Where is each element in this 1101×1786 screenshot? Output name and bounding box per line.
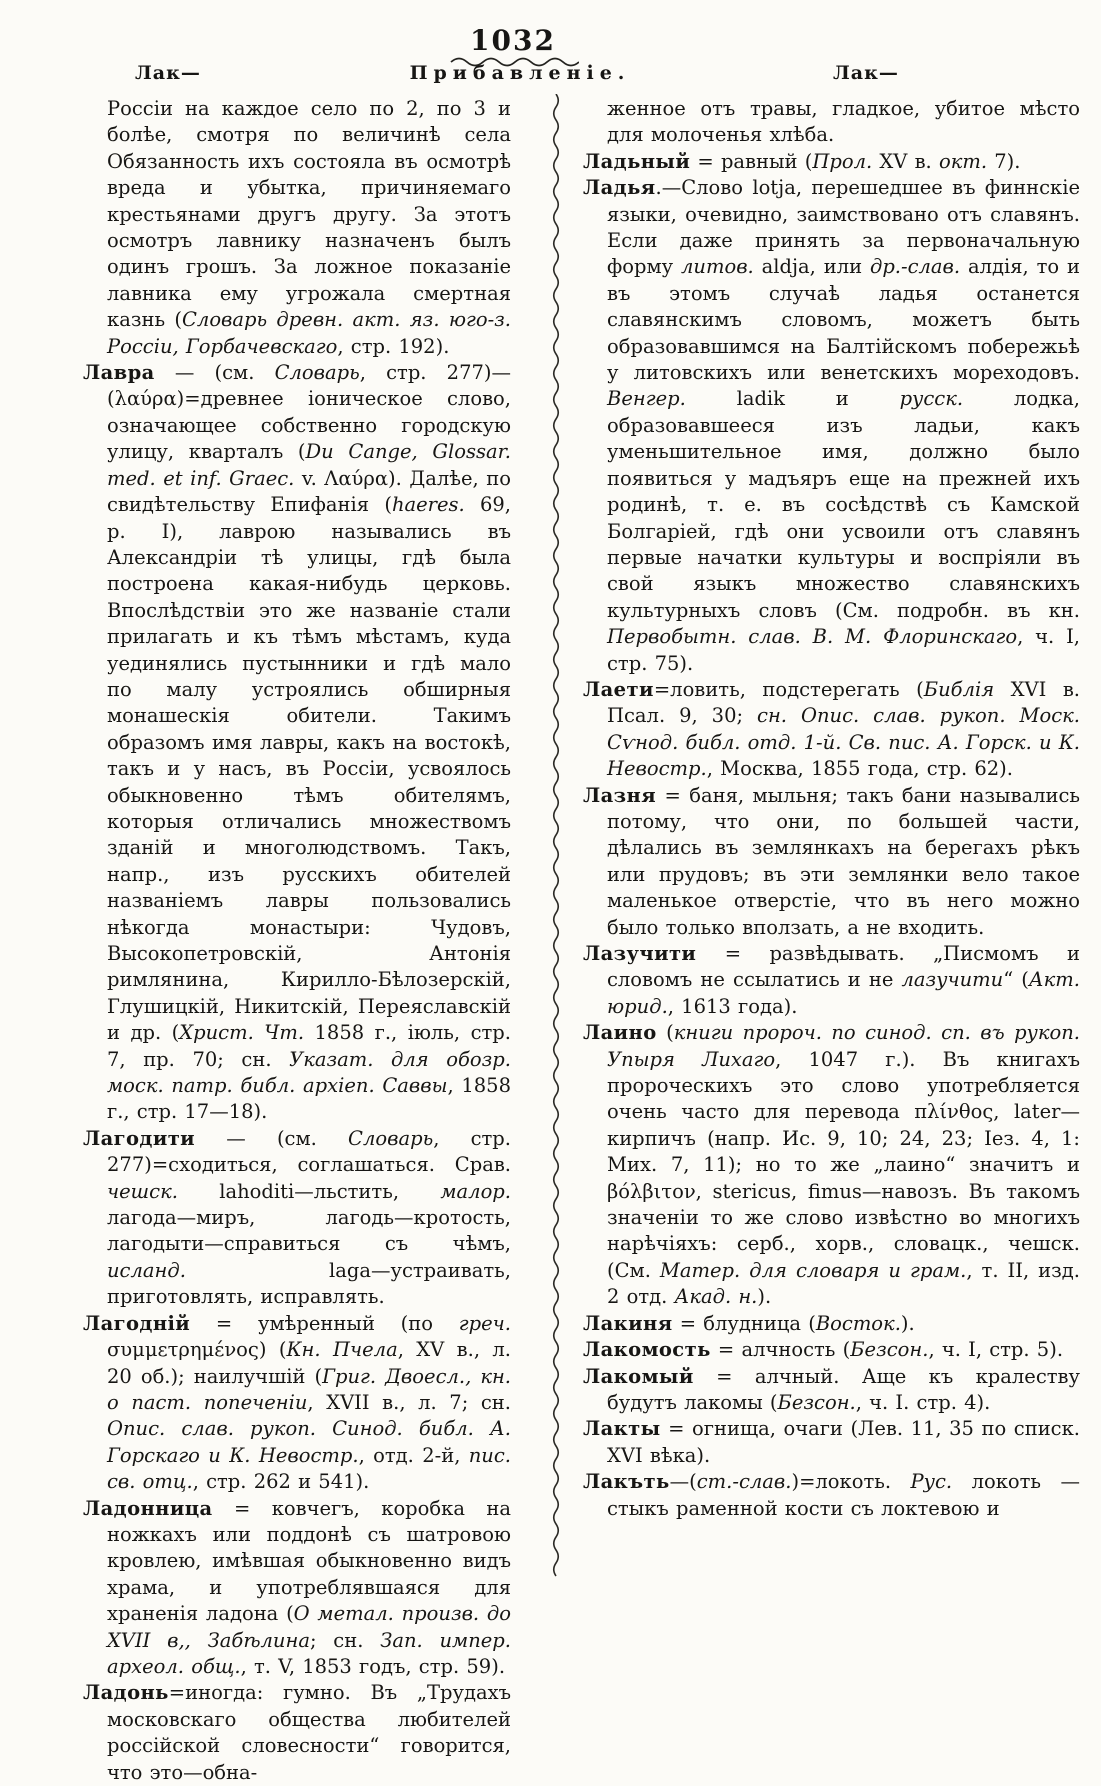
entry-text: исланд. <box>107 1258 186 1282</box>
entry-text: Первобытн. слав. В. М. Флоринскаго <box>607 625 1018 649</box>
entry-text: О метал. произв. до XVII в,, Забѣлина <box>107 1602 511 1652</box>
left-column <box>83 96 511 1786</box>
entry-text: v. Λαύρα). Далѣе, по свидѣтельству Епифанія ( <box>107 466 511 517</box>
dictionary-entry <box>583 783 1080 941</box>
entry-text: , 1613 года). <box>667 994 798 1018</box>
entry-text: , ч. I, стр. 5). <box>928 1338 1064 1362</box>
entry-text: русск. <box>899 387 964 411</box>
entry-text: =ловить, подстерегать ( <box>653 677 924 701</box>
entry-text: Безсон. <box>777 1390 856 1414</box>
entry-headword: Лакъть <box>583 1470 670 1494</box>
entry-text: Словарь древн. акт. яз. юго-з. Россіи, Горбачевскаго <box>107 308 512 358</box>
entry-text: Опис. слав. рукоп. Синод. библ. А. Горскаго и К. Невостр. <box>107 1417 511 1467</box>
dictionary-entry <box>583 941 1080 1020</box>
entry-text: aldja, или <box>753 255 870 279</box>
entry-text: = блудница ( <box>672 1311 816 1335</box>
entry-headword: Лакиня <box>583 1311 673 1335</box>
entry-text: Рус. <box>910 1470 953 1494</box>
entry-headword: Лагодити <box>83 1126 196 1150</box>
entry-text: , т. V, 1853 годъ, стр. 59). <box>240 1654 506 1678</box>
dictionary-entry <box>83 1496 511 1681</box>
entry-text: ( <box>656 1021 674 1045</box>
entry-text: Указат. для обозр. моск. патр. библ. архіеп. Саввы <box>107 1047 511 1098</box>
entry-text: лодка, образовавшееся изъ ладьи, какъ уменьшительное имя, должно было появиться у мадъяръ еще на прежней ихъ родинѣ, т. е. въ сосѣдствѣ съ Камской Болгаріей, гдѣ они усвоили отъ славянъ первые начатки культуры и воспріяли въ свой языкъ множество славянскихъ культурныхъ словъ (См. подробн. въ кн. <box>607 387 1080 622</box>
entry-text: = умѣренный (по <box>190 1311 459 1335</box>
entry-text: ст.-слав. <box>696 1470 792 1494</box>
entry-text: Акад. н. <box>674 1285 758 1309</box>
entry-text: пис. св. отц. <box>107 1443 511 1494</box>
entry-text: ladik и <box>685 387 900 411</box>
entry-text: .—Слово lotja, перешедшее въ финнскіе языки, очевидно, заимствовано отъ славянъ. Если даже принять за первоначальную форму <box>607 176 1080 279</box>
entry-text: , стр. 262 и 541). <box>192 1470 370 1494</box>
entry-text: Прол. <box>812 149 873 173</box>
entry-text: , 1858 г., стр. 17—18). <box>107 1074 511 1124</box>
entry-text: литов. <box>681 255 754 279</box>
entry-text: сн. Опис. слав. рукоп. Моск. Сѵнод. библ. отд. 1-й. Св. пис. А. Горск. и К. Невостр. <box>607 704 1081 781</box>
entry-text: др.-слав. <box>869 255 961 279</box>
dictionary-entry <box>583 1311 1080 1337</box>
continuation-paragraph <box>583 96 1080 149</box>
entry-text: , стр. 277)—(λαύρα)=древнее іоническое слово, означающее собственно городскую улицу, кварталъ ( <box>107 361 511 464</box>
entry-text: XV в. <box>872 149 939 173</box>
entry-headword: Ладонь <box>83 1681 169 1705</box>
entry-headword: Лаети <box>583 677 654 701</box>
entry-text: συμμετρημένος) ( <box>107 1338 287 1362</box>
entry-text: XVI в. Псал. 9, 30; <box>607 677 1080 728</box>
entry-text: малор. <box>440 1179 511 1203</box>
entry-text: Безсон. <box>850 1338 929 1362</box>
column-divider <box>552 94 564 1594</box>
entry-text: 7). <box>987 149 1021 173</box>
entry-text: лазучити <box>901 968 1004 992</box>
entry-text: Кн. Пчела <box>286 1338 398 1362</box>
entry-headword: Лазня <box>583 783 657 807</box>
entry-text: , ч. I. стр. 4). <box>855 1390 991 1414</box>
dictionary-entry <box>583 1020 1080 1310</box>
dictionary-entry <box>83 360 511 1126</box>
entry-text: ). <box>900 1311 915 1335</box>
entry-text: = алчность ( <box>710 1338 851 1362</box>
running-head-right: Лак— <box>833 62 899 84</box>
page-number: 1032 <box>470 24 556 57</box>
entry-headword: Лагодній <box>83 1311 191 1335</box>
entry-text: 69, p. I), лаврою назывались въ Александріи тѣ улицы, гдѣ была построена какая-нибудь церковь. Впослѣдствіи это же названіе стали прилагать и къ тѣмъ мѣстамъ, куда уединялись пустынники и гдѣ мало по малу устроялись обширныя монашескія обители. Такимъ образомъ имя лавры, какъ на востокѣ, такъ и у насъ, въ Россіи, усвоялось обыкновенно тѣмъ обителямъ, которыя отличались множествомъ зданій и многолюдствомъ. Такъ, напр., изъ русскихъ обителей названіемъ лавры пользовались нѣкогда монастыри: Чудовъ, Высокопетровскій, Антонія римлянина, Кирилло-Бѣлозерскій, Глушицкій, Никитскій, Переяславскій и др. ( <box>107 493 512 1045</box>
entry-text: , стр. 192). <box>337 334 450 358</box>
entry-text: , стр. 277)=сходиться, соглашаться. Срав. <box>107 1126 511 1177</box>
dictionary-entry <box>583 1416 1080 1469</box>
entry-text: Акт. юрид. <box>607 968 1080 1018</box>
entry-text: чешск. <box>107 1179 178 1203</box>
dictionary-entry <box>583 1364 1080 1417</box>
entry-text: , 1047 г.). Въ книгахъ пророческихъ это слово употребляется очень часто для перевода πλίνθος, later—кирпичъ (напр. Ис. 9, 10; 24, 23; Іез. 4, 1: Мих. 7, 11); но то же „лаино“ значитъ и βόλβιτον, stericus, fimus—навозъ. Въ такомъ значеніи то же слово извѣстно во многихъ нарѣчіяхъ: серб., хорв., словацк., чешск. (См. <box>607 1047 1080 1282</box>
dictionary-entry <box>583 1469 1080 1522</box>
entry-text: лагода—миръ, лагодь—кротость, лагодыти—справиться съ чѣмъ, <box>107 1206 511 1256</box>
entry-text: Словарь <box>348 1126 434 1150</box>
entry-text: = баня, мыльня; такъ бани назывались потому, что они, по большей части, дѣлались въ землянкахъ на берегахъ рѣкъ или прудовъ; въ эти землянки вело такое маленькое отверстіе, что въ него можно было только вползать, а не входить. <box>607 783 1080 939</box>
entry-text: греч. <box>458 1311 511 1335</box>
entry-text: ). <box>757 1285 772 1309</box>
entry-text: )=локоть. <box>791 1470 911 1494</box>
entry-text: Венгер. <box>607 387 686 411</box>
entry-text: “ ( <box>1003 968 1029 992</box>
entry-text: Христ. Чт. <box>179 1021 305 1045</box>
entry-text: = огнища, очаги (Лев. 11, 35 по списк. XVI вѣка). <box>607 1417 1080 1467</box>
entry-text: , XVII в., л. 7; сн. <box>307 1390 511 1414</box>
entry-text: — (см. <box>154 361 275 385</box>
entry-text: = алчный. Аще къ кралеству будутъ лакомы ( <box>607 1364 1080 1414</box>
entry-text: , т. II, изд. 2 отд. <box>607 1258 1081 1309</box>
entry-text: Восток. <box>815 1311 901 1335</box>
section-title: Прибавленіе. <box>409 62 631 84</box>
entry-text: , Москва, 1855 года, стр. 62). <box>706 757 1013 781</box>
entry-headword: Ладонница <box>83 1496 213 1520</box>
entry-text: = развѣдывать. „Писмомъ и словомъ не ссылатись и не <box>607 942 1080 992</box>
entry-text: = ковчегъ, коробка на ножкахъ или поддонѣ съ шатровою кровлею, имѣвшая обыкновенно видъ храма, и употреблявшаяся для храненія ладона ( <box>107 1496 511 1626</box>
entry-text: laga—устраивать, приготовлять, исправлять. <box>107 1258 511 1309</box>
entry-headword: Лавра <box>83 361 155 385</box>
entry-text: haeres. <box>391 493 465 517</box>
entry-text: — (см. <box>195 1126 349 1150</box>
entry-text: Словарь <box>274 361 360 385</box>
entry-headword: Ладья <box>583 176 656 200</box>
entry-text: , XV в., л. 20 об.); наилучшій ( <box>107 1338 511 1388</box>
continuation-paragraph <box>83 96 511 360</box>
entry-text: Библія <box>923 677 995 701</box>
dictionary-entry <box>583 149 1080 175</box>
dictionary-entry <box>83 1126 511 1311</box>
entry-text: lahoditi—льстить, <box>177 1179 441 1203</box>
entry-text: женное отъ травы, гладкое, убитое мѣсто для молоченья хлѣба. <box>607 97 1080 147</box>
entry-text: =иногда: гумно. Въ „Трудахъ московскаго общества любителей россійской словесности“ говорится, что это—обна- <box>107 1681 511 1784</box>
dictionary-entry <box>583 1337 1080 1363</box>
entry-text: —( <box>669 1470 697 1494</box>
entry-headword: Лазучити <box>583 942 697 965</box>
entry-text: Зап. импер. археол. общ. <box>107 1628 511 1678</box>
entry-headword: Лакомый <box>583 1364 694 1388</box>
entry-text: книги пророч. по синод. сп. въ рукоп. Упыря Лихаго <box>607 1021 1081 1071</box>
entry-text: , ч. I, стр. 75). <box>607 625 1080 675</box>
right-column <box>583 96 1080 1522</box>
entry-headword: Лаино <box>583 1021 657 1045</box>
dictionary-entry <box>83 1680 511 1786</box>
entry-text: 1858 г., іюль, стр. 7, пр. 70; сн. <box>107 1021 511 1071</box>
entry-text: Григ. Двоесл., кн. о паст. попеченіи <box>107 1364 512 1414</box>
dictionary-entry <box>583 677 1080 783</box>
dictionary-entry <box>83 1311 511 1496</box>
entry-text: Матер. для словаря и грам. <box>659 1258 967 1282</box>
entry-text: , отд. 2-й, <box>358 1443 469 1467</box>
entry-text: локоть — стыкъ раменной кости съ локтевою и <box>607 1470 1080 1520</box>
running-head-left: Лак— <box>135 62 201 84</box>
entry-text: алдія, то и въ этомъ случаѣ ладья останется славянскимъ словомъ, можетъ быть образовавшимся на Балтійскомъ побережьѣ у литовскихъ или венетскихъ мореходовъ. <box>607 255 1080 385</box>
dictionary-entry <box>583 175 1080 677</box>
entry-text: ; сн. <box>309 1628 381 1652</box>
entry-text: окт. <box>938 149 988 173</box>
entry-text: Du Cange, Glossar. med. et inf. Graec. <box>107 440 511 490</box>
entry-text: Россіи на каждое село по 2, по 3 и болѣе, смотря по величинѣ села Обязанность ихъ состояла въ осмотрѣ вреда и убытка, причиняемаго крестьянами другъ другу. За этотъ осмотръ лавнику назначенъ былъ одинъ грошъ. За ложное показаніе лавника ему угрожала смертная казнь ( <box>107 97 511 332</box>
entry-headword: Лакты <box>583 1417 661 1441</box>
entry-headword: Лакомость <box>583 1338 711 1362</box>
entry-text: = равный ( <box>690 149 813 173</box>
entry-headword: Ладьный <box>583 149 691 173</box>
